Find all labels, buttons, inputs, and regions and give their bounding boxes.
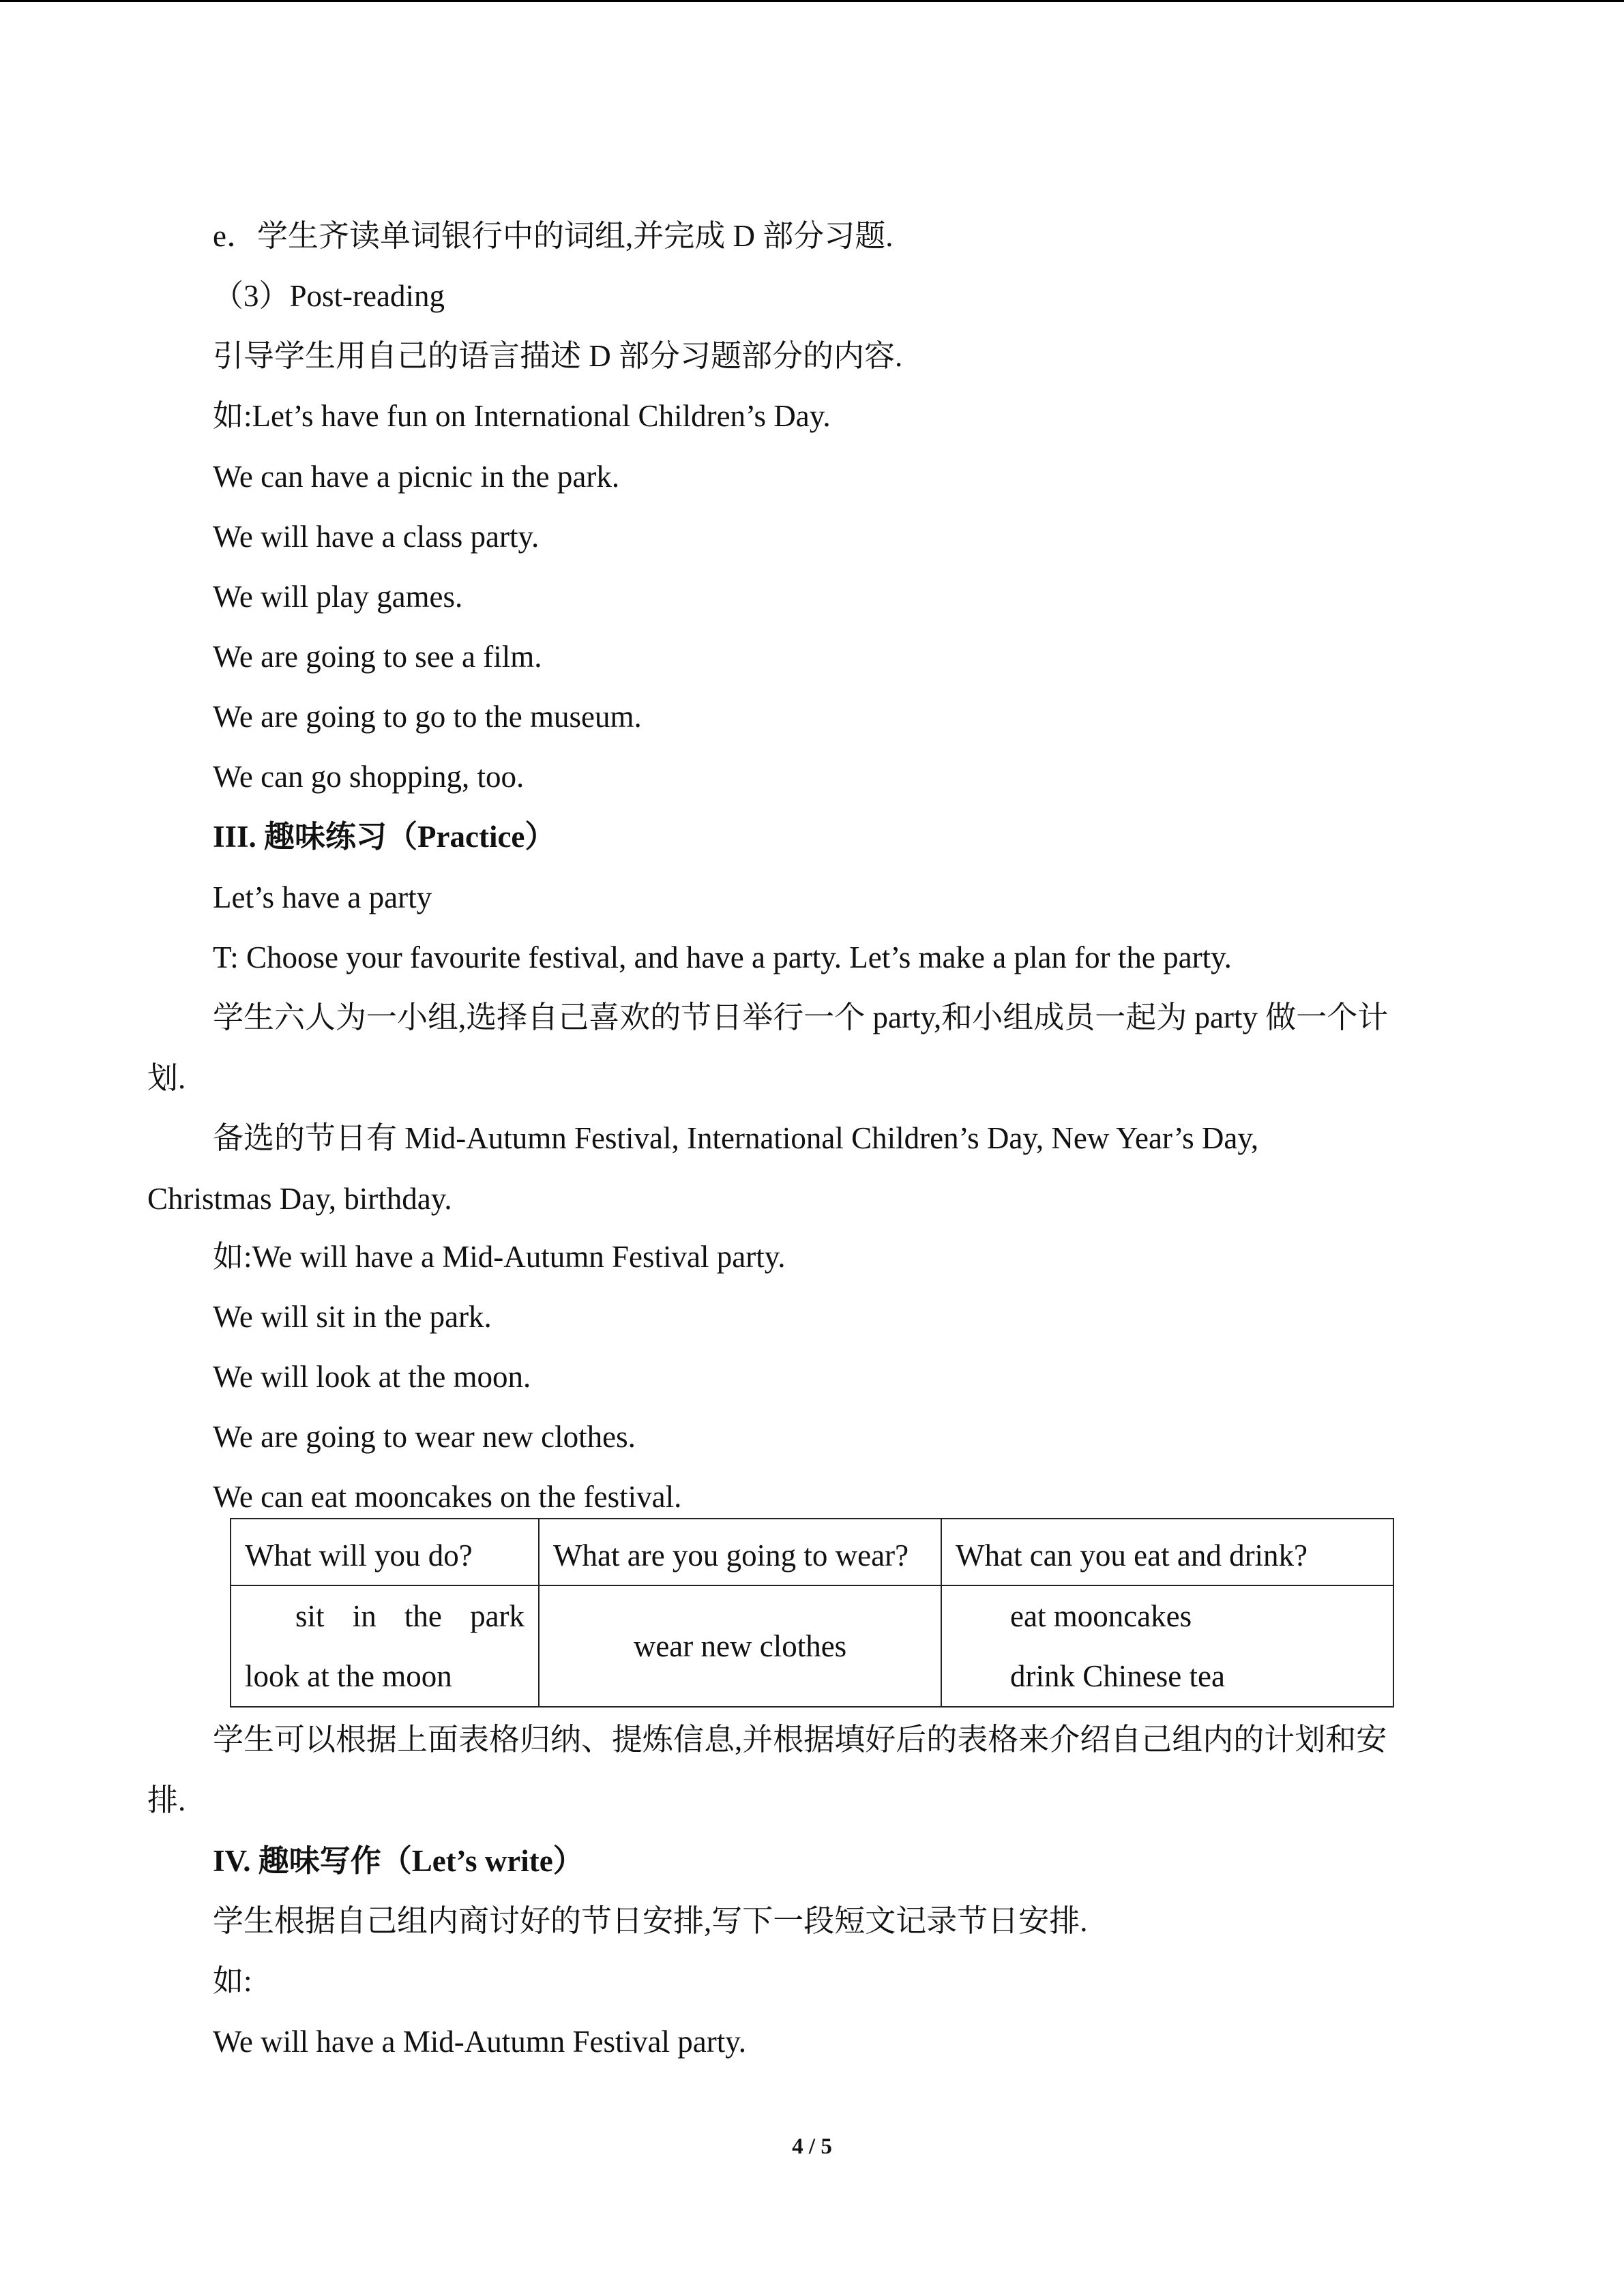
table-cell-food: [941, 1585, 1393, 1707]
section-heading-writing: IV. 趣味写作（Let’s write）: [213, 1844, 584, 1878]
summary-instruction-cont: 排.: [147, 1783, 186, 1817]
post-reading-heading: （3）Post-reading: [213, 279, 445, 313]
group-instruction-cont: 划.: [147, 1061, 186, 1095]
example-sentence: We will play games.: [213, 580, 463, 614]
example-sentence: We are going to wear new clothes.: [213, 1420, 636, 1454]
cell-text: sit in the park: [295, 1599, 525, 1633]
page-number: 4 / 5: [792, 2134, 832, 2159]
group-instruction: 学生六人为一小组,选择自己喜欢的节日举行一个 party,和小组成员一起为 party 做一个计: [213, 1000, 1389, 1034]
table-row: [231, 1585, 1393, 1707]
activity-title: Let’s have a party: [213, 880, 432, 914]
table-cell-activities: [231, 1585, 539, 1707]
example-sentence: We can go shopping, too.: [213, 760, 525, 794]
table-header-cell: What can you eat and drink?: [941, 1519, 1393, 1585]
writing-instruction: 学生根据自己组内商讨好的节日安排,写下一段短文记录节日安排.: [213, 1904, 1088, 1938]
example-sentence: We will look at the moon.: [213, 1360, 531, 1394]
festival-options-cont: Christmas Day, birthday.: [147, 1182, 452, 1216]
example-line: 如:Let’s have fun on International Children’s Day.: [213, 399, 831, 433]
cell-text: drink Chinese tea: [1010, 1659, 1225, 1693]
example-sentence: We are going to see a film.: [213, 640, 542, 674]
section-heading-practice: III. 趣味练习（Practice）: [213, 820, 556, 854]
summary-instruction: 学生可以根据上面表格归纳、提炼信息,并根据填好后的表格来介绍自己组内的计划和安: [213, 1723, 1387, 1757]
example-line: 如:We will have a Mid-Autumn Festival party.: [213, 1240, 786, 1274]
example-label: 如:: [213, 1964, 252, 1998]
table-header-row: [231, 1519, 1393, 1585]
table-cell-clothes: wear new clothes: [539, 1585, 941, 1707]
festival-options: 备选的节日有 Mid-Autumn Festival, International Children’s Day, New Year’s Day,: [213, 1121, 1259, 1155]
example-sentence: We will sit in the park.: [213, 1300, 492, 1334]
example-sentence: We can eat mooncakes on the festival.: [213, 1480, 682, 1514]
instruction-text: 引导学生用自己的语言描述 D 部分习题部分的内容.: [213, 339, 903, 373]
example-sentence: We are going to go to the museum.: [213, 700, 642, 734]
step-e-text: e．学生齐读单词银行中的词组,并完成 D 部分习题.: [213, 219, 894, 253]
party-plan-table: [230, 1518, 1394, 1708]
teacher-prompt: T: Choose your favourite festival, and have a party. Let’s make a plan for the party.: [213, 940, 1232, 974]
table-header-cell: What will you do?: [231, 1519, 539, 1585]
example-sentence: We will have a Mid-Autumn Festival party.: [213, 2025, 747, 2059]
cell-text: eat mooncakes: [1010, 1599, 1192, 1633]
example-sentence: We will have a class party.: [213, 520, 540, 554]
example-sentence: We can have a picnic in the park.: [213, 460, 620, 494]
table-header-cell: What are you going to wear?: [539, 1519, 941, 1585]
top-rule: [0, 0, 1624, 2]
cell-text: look at the moon: [245, 1659, 452, 1693]
